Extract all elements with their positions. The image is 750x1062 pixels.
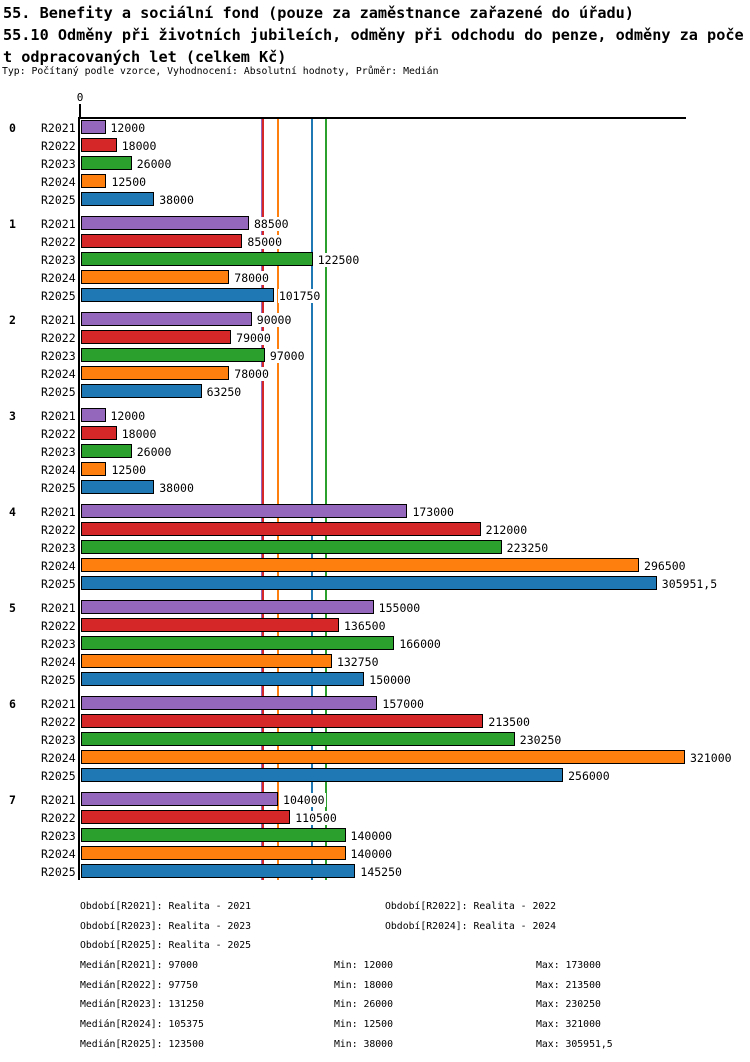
series-row-label: R2025: [41, 288, 76, 303]
bar-value-label: 78000: [234, 270, 269, 285]
stats-row-cell: Medián[R2025]: 123500: [80, 1038, 204, 1050]
series-row-label: R2024: [41, 270, 76, 285]
bar-value-label: 12500: [111, 174, 147, 189]
bar-value-label: 78000: [234, 366, 269, 381]
bar-row: [0, 190, 750, 208]
bar-row: [0, 154, 750, 172]
bar-value-label: 145250: [360, 864, 402, 879]
stats-row-cell: Medián[R2024]: 105375: [80, 1019, 204, 1031]
bar-row: [0, 172, 750, 190]
bar-value-label: 12500: [111, 462, 147, 477]
stats-row: [0, 1017, 750, 1037]
bar-R2023: [81, 540, 502, 554]
bar-value-label: 173000: [412, 504, 454, 519]
page-subtitle-line1: 55.10 Odměny při životních jubileích, odměny při odchodu do penze, odměny za poče: [3, 26, 744, 44]
bar-value-label: 38000: [159, 192, 194, 207]
series-row-label: R2023: [41, 444, 76, 459]
bar-row: [0, 250, 750, 268]
series-row-label: R2022: [41, 810, 76, 825]
bar-row: [0, 214, 750, 232]
series-row-label: R2021: [41, 600, 76, 615]
bar-value-label: 155000: [378, 600, 421, 615]
bar-value-label: 223250: [506, 540, 549, 555]
chart-footer: [0, 899, 750, 1057]
bar-group-2: [0, 310, 750, 400]
bar-row: [0, 538, 750, 556]
bar-R2025: [81, 672, 364, 686]
series-row-label: R2021: [41, 216, 76, 231]
bar-row: [0, 748, 750, 766]
series-row-label: R2021: [41, 120, 76, 135]
bar-R2022: [81, 426, 117, 440]
bar-R2023: [81, 828, 346, 842]
bar-value-label: 101750: [278, 288, 321, 303]
bar-value-label: 12000: [110, 408, 146, 423]
bar-group-7: [0, 790, 750, 880]
bar-value-label: 213500: [488, 714, 530, 729]
stats-row-cell: Max: 213500: [536, 979, 601, 991]
series-row-label: R2025: [41, 384, 76, 399]
bar-R2022: [81, 810, 290, 824]
series-row-label: R2023: [41, 732, 76, 747]
bar-row: [0, 616, 750, 634]
bar-value-label: 305951,5: [661, 576, 718, 591]
bar-row: [0, 364, 750, 382]
stats-row-cell: Min: 38000: [334, 1038, 393, 1050]
bar-R2022: [81, 138, 117, 152]
bar-row: [0, 670, 750, 688]
group-label: 6: [9, 696, 16, 711]
bar-value-label: 256000: [568, 768, 610, 783]
bar-row: [0, 442, 750, 460]
legend-row-cell: Období[R2024]: Realita - 2024: [385, 920, 557, 932]
bar-row: [0, 478, 750, 496]
series-row-label: R2022: [41, 330, 76, 345]
stats-row-cell: Min: 18000: [334, 979, 393, 991]
bar-R2025: [81, 768, 563, 782]
bar-value-label: 136500: [343, 618, 386, 633]
bar-row: [0, 862, 750, 880]
bar-R2024: [81, 558, 639, 572]
bar-value-label: 12000: [110, 120, 146, 135]
series-row-label: R2024: [41, 366, 76, 381]
series-row-label: R2022: [41, 426, 76, 441]
series-row-label: R2023: [41, 348, 76, 363]
bar-R2021: [81, 792, 278, 806]
series-row-label: R2025: [41, 864, 76, 879]
group-label: 3: [9, 408, 16, 423]
bar-row: [0, 118, 750, 136]
bar-value-label: 18000: [121, 426, 157, 441]
series-row-label: R2021: [41, 696, 76, 711]
legend-row-cell: Období[R2021]: Realita - 2021: [80, 901, 252, 912]
bar-row: [0, 328, 750, 346]
bar-value-label: 97000: [269, 348, 305, 363]
bar-row: [0, 766, 750, 784]
stats-row: [0, 997, 750, 1017]
bar-R2024: [81, 174, 106, 188]
series-row-label: R2022: [41, 522, 76, 537]
bar-value-label: 132750: [336, 654, 379, 669]
bar-group-1: [0, 214, 750, 304]
series-row-label: R2024: [41, 174, 76, 189]
bar-R2021: [81, 600, 374, 614]
series-row-label: R2022: [41, 138, 76, 153]
series-row-label: R2023: [41, 828, 76, 843]
series-row-label: R2021: [41, 792, 76, 807]
bar-value-label: 26000: [136, 156, 172, 171]
series-row-label: R2023: [41, 540, 76, 555]
series-row-label: R2025: [41, 192, 76, 207]
series-row-label: R2023: [41, 636, 76, 651]
bar-row: [0, 712, 750, 730]
series-row-label: R2023: [41, 156, 76, 171]
group-label: 0: [9, 120, 16, 135]
series-row-label: R2024: [41, 750, 76, 765]
bar-value-label: 79000: [236, 330, 271, 345]
bar-group-4: [0, 502, 750, 592]
group-label: 7: [9, 792, 16, 807]
bar-row: [0, 556, 750, 574]
bar-row: [0, 406, 750, 424]
stats-row-cell: Max: 230250: [536, 999, 601, 1011]
series-row-label: R2025: [41, 576, 76, 591]
bar-R2025: [81, 576, 657, 590]
bar-R2021: [81, 504, 407, 518]
series-row-label: R2025: [41, 768, 76, 783]
bar-value-label: 88500: [253, 216, 289, 231]
bar-row: [0, 502, 750, 520]
bar-R2022: [81, 234, 242, 248]
bar-R2021: [81, 312, 252, 326]
bar-value-label: 140000: [350, 846, 393, 861]
bar-value-label: 90000: [256, 312, 292, 327]
bar-R2022: [81, 714, 483, 728]
stats-row-cell: Medián[R2021]: 97000: [80, 960, 198, 972]
bar-row: [0, 424, 750, 442]
bar-row: [0, 310, 750, 328]
group-label: 5: [9, 600, 16, 615]
bar-R2022: [81, 522, 481, 536]
group-label: 2: [9, 312, 16, 327]
legend-row-cell: Období[R2025]: Realita - 2025: [80, 940, 252, 952]
bar-row: [0, 346, 750, 364]
bar-R2021: [81, 216, 249, 230]
bar-R2024: [81, 462, 106, 476]
bar-value-label: 166000: [399, 636, 441, 651]
bar-value-label: 63250: [206, 384, 242, 399]
bar-R2023: [81, 348, 265, 362]
bar-R2024: [81, 750, 685, 764]
bar-group-6: [0, 694, 750, 784]
bar-groups-container: [0, 118, 750, 886]
series-row-label: R2024: [41, 654, 76, 669]
bar-row: [0, 382, 750, 400]
bar-row: [0, 574, 750, 592]
bar-R2024: [81, 270, 229, 284]
bar-R2022: [81, 330, 231, 344]
bar-R2025: [81, 288, 274, 302]
bar-R2021: [81, 696, 377, 710]
legend-row-cell: Období[R2023]: Realita - 2023: [80, 920, 252, 932]
bar-row: [0, 268, 750, 286]
page-title: 55. Benefity a sociální fond (pouze za zaměstnance zařazené do úřadu): [3, 4, 634, 22]
bar-row: [0, 286, 750, 304]
bar-row: [0, 460, 750, 478]
legend-row: [0, 899, 750, 919]
series-row-label: R2022: [41, 234, 76, 249]
bar-value-label: 104000: [283, 792, 325, 807]
bar-row: [0, 730, 750, 748]
bar-R2023: [81, 732, 515, 746]
bar-R2024: [81, 366, 229, 380]
bar-R2025: [81, 480, 154, 494]
bar-R2022: [81, 618, 339, 632]
bar-group-0: [0, 118, 750, 208]
series-row-label: R2024: [41, 462, 76, 477]
bar-value-label: 230250: [519, 732, 562, 747]
x-axis-zero-tick-label: 0: [76, 91, 84, 104]
bar-row: [0, 808, 750, 826]
series-row-label: R2023: [41, 252, 76, 267]
bar-group-5: [0, 598, 750, 688]
stats-row-cell: Min: 12000: [334, 960, 393, 972]
series-row-label: R2021: [41, 408, 76, 423]
chart-meta-info: Typ: Počítaný podle vzorce, Vyhodnocení: Absolutní hodnoty, Průměr: Medián: [2, 66, 439, 77]
stats-row-cell: Max: 173000: [536, 960, 601, 972]
bar-value-label: 140000: [350, 828, 393, 843]
page-subtitle-line2: t odpracovaných let (celkem Kč): [3, 48, 287, 66]
bar-value-label: 26000: [136, 444, 172, 459]
bar-R2025: [81, 384, 202, 398]
stats-row-cell: Medián[R2022]: 97750: [80, 979, 198, 991]
bar-R2021: [81, 408, 106, 422]
bar-value-label: 150000: [369, 672, 411, 687]
bar-group-3: [0, 406, 750, 496]
bar-value-label: 157000: [382, 696, 424, 711]
bar-value-label: 110500: [295, 810, 337, 825]
bar-row: [0, 136, 750, 154]
bar-value-label: 18000: [121, 138, 157, 153]
bar-R2025: [81, 192, 154, 206]
series-row-label: R2022: [41, 714, 76, 729]
legend-row: [0, 938, 750, 958]
bar-row: [0, 634, 750, 652]
bar-R2023: [81, 444, 132, 458]
stats-row: [0, 978, 750, 998]
bar-R2025: [81, 864, 355, 878]
bar-row: [0, 844, 750, 862]
bar-row: [0, 232, 750, 250]
series-row-label: R2024: [41, 558, 76, 573]
bar-row: [0, 790, 750, 808]
bar-R2024: [81, 846, 346, 860]
group-label: 1: [9, 216, 16, 231]
stats-row-cell: Max: 305951,5: [536, 1038, 613, 1050]
series-row-label: R2025: [41, 672, 76, 687]
bar-row: [0, 694, 750, 712]
stats-row-cell: Min: 12500: [334, 1019, 393, 1031]
bar-R2023: [81, 636, 394, 650]
bar-row: [0, 598, 750, 616]
x-axis-zero-tick-mark: [79, 104, 81, 117]
bar-R2021: [81, 120, 106, 134]
series-row-label: R2021: [41, 504, 76, 519]
stats-row-cell: Medián[R2023]: 131250: [80, 999, 204, 1011]
group-label: 4: [9, 504, 16, 519]
series-row-label: R2021: [41, 312, 76, 327]
series-row-label: R2025: [41, 480, 76, 495]
stats-row: [0, 958, 750, 978]
legend-row-cell: Období[R2022]: Realita - 2022: [385, 901, 557, 912]
stats-row-cell: Max: 321000: [536, 1019, 601, 1031]
bar-row: [0, 826, 750, 844]
legend-row: [0, 919, 750, 939]
bar-value-label: 212000: [485, 522, 528, 537]
bar-R2023: [81, 252, 313, 266]
bar-row: [0, 520, 750, 538]
bar-R2024: [81, 654, 332, 668]
series-row-label: R2024: [41, 846, 76, 861]
stats-row: [0, 1037, 750, 1057]
bar-R2023: [81, 156, 132, 170]
bar-row: [0, 652, 750, 670]
bar-value-label: 85000: [247, 234, 283, 249]
stats-row-cell: Min: 26000: [334, 999, 393, 1011]
bar-value-label: 321000: [690, 750, 732, 765]
bar-value-label: 122500: [317, 252, 360, 267]
bar-value-label: 38000: [159, 480, 194, 495]
bar-value-label: 296500: [644, 558, 686, 573]
series-row-label: R2022: [41, 618, 76, 633]
